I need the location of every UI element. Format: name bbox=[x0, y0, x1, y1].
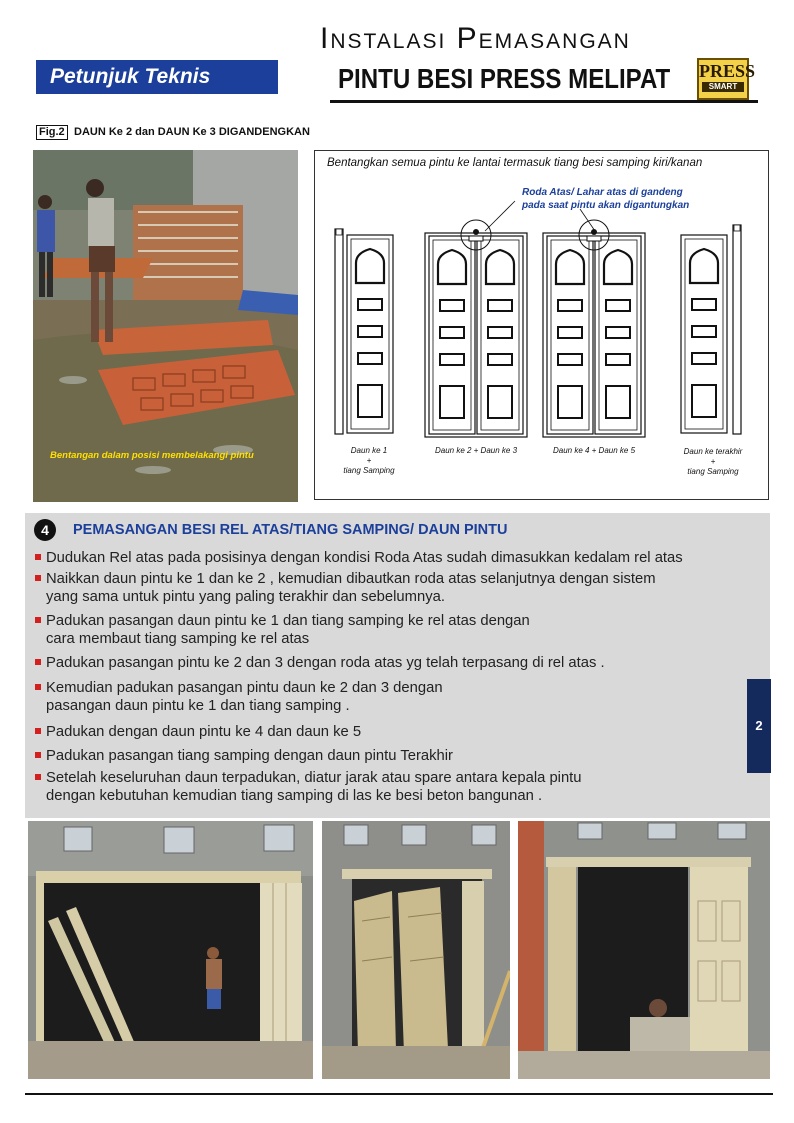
door-group-1 bbox=[335, 229, 393, 434]
diagram-instruction: Bentangkan semua pintu ke lantai termasuk tiang besi samping kiri/kanan bbox=[327, 157, 703, 169]
diagram-label-4: Daun ke terakhir + tiang Samping bbox=[683, 447, 743, 476]
bullet-icon bbox=[35, 684, 41, 690]
step-item: Dudukan Rel atas pada posisinya dengan kondisi Roda Atas sudah dimasukkan kedalam rel atas bbox=[35, 549, 683, 567]
bullet-icon bbox=[35, 659, 41, 665]
page-number: 2 bbox=[747, 679, 771, 773]
photo-installation-1-illustration bbox=[28, 821, 313, 1079]
door-group-2 bbox=[425, 220, 527, 437]
diagram-label-1: Daun ke 1 + tiang Samping bbox=[343, 446, 395, 475]
photo-installation-3 bbox=[518, 821, 770, 1079]
press-smart-logo bbox=[697, 58, 756, 100]
step-item: Kemudian padukan pasangan pintu daun ke 2 dan 3 dengan pasangan daun pintu ke 1 dan tiang samping . bbox=[35, 679, 443, 715]
photo-installation-2 bbox=[322, 821, 510, 1079]
document-title-line2: PINTU BESI PRESS MELIPAT bbox=[338, 63, 671, 94]
diagram-note-line2: pada saat pintu akan digantungkan bbox=[522, 200, 690, 211]
bullet-icon bbox=[35, 554, 41, 560]
step-item: Padukan pasangan pintu ke 2 dan 3 dengan roda atas yg telah terpasang di rel atas . bbox=[35, 654, 605, 672]
step-item: Padukan pasangan daun pintu ke 1 dan tiang samping ke rel atas dengan cara membaut tiang samping ke rel atas bbox=[35, 612, 530, 648]
door-layout-diagram bbox=[314, 150, 769, 500]
logo-main-text: PRESS bbox=[699, 61, 756, 81]
bullet-icon bbox=[35, 617, 41, 623]
diagram-label-3: Daun ke 4 + Daun ke 5 bbox=[552, 446, 636, 455]
bullet-icon bbox=[35, 575, 41, 581]
section-title: PEMASANGAN BESI REL ATAS/TIANG SAMPING/ DAUN PINTU bbox=[73, 522, 508, 538]
section-tag: Petunjuk Teknis bbox=[36, 60, 278, 94]
diagram-label-2: Daun ke 2 + Daun ke 3 bbox=[434, 446, 518, 455]
photo-caption: Bentangan dalam posisi membelakangi pintu bbox=[50, 450, 254, 461]
photo-installation-1 bbox=[28, 821, 313, 1079]
step-item: Padukan pasangan tiang samping dengan daun pintu Terakhir bbox=[35, 747, 453, 765]
bullet-icon bbox=[35, 752, 41, 758]
step-item: Setelah keseluruhan daun terpadukan, diatur jarak atau spare antara kepala pintu dengan kebutuhan kemudian tiang samping di las ke besi beton bangunan . bbox=[35, 769, 582, 805]
photo-installation-3-illustration bbox=[518, 821, 770, 1079]
diagram-note-line1: Roda Atas/ Lahar atas di gandeng bbox=[522, 187, 683, 198]
header-rule bbox=[330, 100, 758, 103]
installation-steps-section bbox=[25, 513, 770, 818]
photo-installation-2-illustration bbox=[322, 821, 510, 1079]
document-title-line1: Instalasi Pemasangan bbox=[320, 22, 631, 55]
bullet-icon bbox=[35, 774, 41, 780]
door-group-3 bbox=[543, 220, 645, 437]
figure-caption: DAUN Ke 2 dan DAUN Ke 3 DIGANDENGKAN bbox=[74, 126, 310, 138]
door-group-4 bbox=[681, 225, 741, 434]
step-item: Naikkan daun pintu ke 1 dan ke 2 , kemudian dibautkan roda atas selanjutnya dengan sistem yang sama untuk pintu yang paling terakhir dan sebelumnya. bbox=[35, 570, 656, 606]
step-item: Padukan dengan daun pintu ke 4 dan daun ke 5 bbox=[35, 723, 361, 741]
bullet-icon bbox=[35, 728, 41, 734]
logo-sub-text: SMART bbox=[702, 82, 744, 92]
figure-label: Fig.2 bbox=[36, 125, 68, 140]
footer-rule bbox=[25, 1093, 773, 1095]
step-number-badge: 4 bbox=[34, 519, 56, 541]
